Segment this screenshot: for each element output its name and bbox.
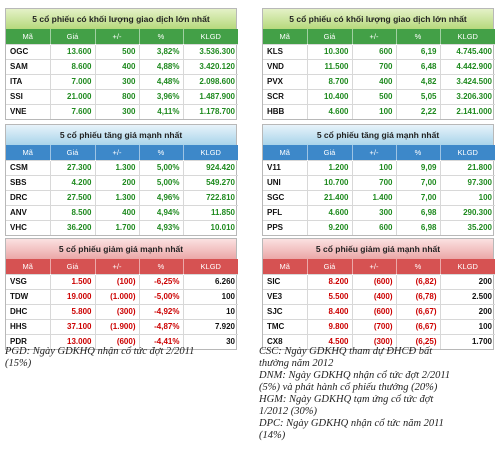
column-header: KLGD — [183, 145, 238, 160]
table-cell: 400 — [352, 74, 396, 89]
stock-symbol: SIC — [263, 274, 307, 289]
note-line: 1/2012 (30%) — [259, 406, 318, 417]
table-cell: (600) — [352, 304, 396, 319]
stock-symbol: PDR — [6, 334, 50, 349]
table-cell: 4.500 — [307, 334, 352, 349]
stock-symbol: ITA — [6, 74, 50, 89]
table-cell: 21.800 — [440, 160, 495, 175]
column-header: +/- — [95, 145, 139, 160]
stock-table — [6, 259, 238, 349]
table-cell: 300 — [95, 104, 139, 119]
table-cell: 3,96% — [139, 89, 183, 104]
table-cell: 500 — [352, 89, 396, 104]
table-row — [6, 175, 238, 190]
column-header: KLGD — [183, 259, 238, 274]
table-cell: 4,88% — [139, 59, 183, 74]
table-cell: 2.500 — [440, 289, 495, 304]
table-cell: (6,82) — [396, 274, 440, 289]
note-line: HGM: Ngày GDKHQ tạm ứng cổ tức đợt — [259, 394, 434, 405]
table-cell: 600 — [352, 44, 396, 59]
table-cell: 4,11% — [139, 104, 183, 119]
table-cell: 9,09 — [396, 160, 440, 175]
table-cell: 100 — [183, 289, 238, 304]
table-cell: 5,05 — [396, 89, 440, 104]
table-row — [6, 104, 238, 119]
table-cell: 100 — [440, 319, 495, 334]
table-cell: 549.270 — [183, 175, 238, 190]
table-cell: (600) — [95, 334, 139, 349]
stock-table — [263, 145, 495, 235]
table-cell: 10.300 — [307, 44, 352, 59]
table-row — [263, 89, 495, 104]
table-cell: (400) — [352, 289, 396, 304]
table-cell: 30 — [183, 334, 238, 349]
note-line: DNM: Ngày GDKHQ nhận cổ tức đợt 2/2011 — [259, 370, 451, 381]
table-cell: 11.500 — [307, 59, 352, 74]
table-cell: 2.098.600 — [183, 74, 238, 89]
table-cell: -6,25% — [139, 274, 183, 289]
table-row — [263, 104, 495, 119]
table-cell: (1.900) — [95, 319, 139, 334]
table-cell: 4,94% — [139, 205, 183, 220]
table-cell: 4,82 — [396, 74, 440, 89]
stock-symbol: PVX — [263, 74, 307, 89]
table-cell: 8.600 — [50, 59, 95, 74]
table-cell: 10.400 — [307, 89, 352, 104]
table-cell: 6,19 — [396, 44, 440, 59]
table-row — [6, 160, 238, 175]
table-row — [263, 289, 495, 304]
table-cell: (100) — [95, 274, 139, 289]
column-header: Giá — [307, 29, 352, 44]
table-cell: 5.500 — [307, 289, 352, 304]
table-cell: 4.600 — [307, 205, 352, 220]
table-cell: 400 — [95, 205, 139, 220]
stock-symbol: SCR — [263, 89, 307, 104]
stock-panel — [5, 124, 237, 236]
table-cell: 3.424.500 — [440, 74, 495, 89]
table-row — [263, 205, 495, 220]
stock-symbol: HHS — [6, 319, 50, 334]
stock-table — [263, 259, 495, 349]
table-cell: 9.800 — [307, 319, 352, 334]
table-cell: (600) — [352, 274, 396, 289]
stock-symbol: SSI — [6, 89, 50, 104]
table-cell: 3,82% — [139, 44, 183, 59]
table-cell: 6,98 — [396, 220, 440, 235]
table-cell: 27.300 — [50, 160, 95, 175]
note-line: (5%) và phát hành cổ phiếu thưởng (20%) — [259, 382, 438, 393]
table-row — [263, 175, 495, 190]
note-line: PGD: Ngày GDKHQ nhận cổ tức đợt 2/2011 — [5, 346, 195, 357]
table-row — [6, 304, 238, 319]
table-cell: 10.010 — [183, 220, 238, 235]
note-right — [259, 346, 499, 442]
column-header: % — [139, 29, 183, 44]
column-header: KLGD — [440, 145, 495, 160]
table-cell: -5,00% — [139, 289, 183, 304]
table-cell: 4.745.400 — [440, 44, 495, 59]
column-header: % — [139, 145, 183, 160]
table-row — [6, 74, 238, 89]
column-header: Mã — [6, 29, 50, 44]
table-cell: 19.000 — [50, 289, 95, 304]
table-cell: 300 — [95, 74, 139, 89]
table-row — [6, 89, 238, 104]
column-header: Giá — [307, 259, 352, 274]
table-cell: 3.206.300 — [440, 89, 495, 104]
table-cell: 10 — [183, 304, 238, 319]
panel-title: 5 cổ phiếu tăng giá mạnh nhất — [263, 125, 493, 145]
table-cell: 37.100 — [50, 319, 95, 334]
table-cell: 1.700 — [95, 220, 139, 235]
table-cell: 21.000 — [50, 89, 95, 104]
stock-panel — [262, 124, 494, 236]
column-header: Giá — [50, 259, 95, 274]
table-cell: 100 — [352, 160, 396, 175]
stock-table — [6, 145, 238, 235]
table-cell: (6,67) — [396, 304, 440, 319]
stock-panel — [262, 8, 494, 120]
column-header: +/- — [95, 29, 139, 44]
table-cell: 8.500 — [50, 205, 95, 220]
table-cell: 200 — [440, 274, 495, 289]
stock-symbol: VNE — [6, 104, 50, 119]
table-cell: 500 — [95, 44, 139, 59]
table-cell: 97.300 — [440, 175, 495, 190]
stock-symbol: DRC — [6, 190, 50, 205]
table-cell: 7.000 — [50, 74, 95, 89]
stock-symbol: VSG — [6, 274, 50, 289]
column-header: KLGD — [440, 29, 495, 44]
column-header: KLGD — [440, 259, 495, 274]
table-cell: -4,92% — [139, 304, 183, 319]
column-header: Mã — [6, 145, 50, 160]
note-line: thường năm 2012 — [259, 358, 334, 369]
table-cell: 4.600 — [307, 104, 352, 119]
column-header: Mã — [6, 259, 50, 274]
table-cell: 1.300 — [95, 160, 139, 175]
stock-symbol: ANV — [6, 205, 50, 220]
table-cell: -4,41% — [139, 334, 183, 349]
table-cell: (700) — [352, 319, 396, 334]
table-cell: 5,00% — [139, 175, 183, 190]
column-header: % — [396, 145, 440, 160]
table-cell: 9.200 — [307, 220, 352, 235]
table-cell: 800 — [95, 89, 139, 104]
column-header: Giá — [50, 29, 95, 44]
table-row — [6, 319, 238, 334]
table-cell: (6,78) — [396, 289, 440, 304]
stock-symbol: VND — [263, 59, 307, 74]
table-cell: 200 — [440, 304, 495, 319]
table-cell: 1.300 — [95, 190, 139, 205]
table-cell: 35.200 — [440, 220, 495, 235]
table-row — [6, 59, 238, 74]
table-cell: 1.500 — [50, 274, 95, 289]
table-row — [6, 205, 238, 220]
table-cell: 4,96% — [139, 190, 183, 205]
stock-symbol: SBS — [6, 175, 50, 190]
column-header: Mã — [263, 259, 307, 274]
table-row — [263, 220, 495, 235]
table-cell: (1.000) — [95, 289, 139, 304]
table-cell: 8.200 — [307, 274, 352, 289]
table-row — [6, 190, 238, 205]
table-cell: 7.920 — [183, 319, 238, 334]
stock-symbol: OGC — [6, 44, 50, 59]
table-cell: 4,48% — [139, 74, 183, 89]
table-cell: 4.200 — [50, 175, 95, 190]
column-header: +/- — [352, 29, 396, 44]
note-line: DPC: Ngày GDKHQ nhận cổ tức năm 2011 — [259, 418, 444, 429]
panel-title: 5 cổ phiếu tăng giá mạnh nhất — [6, 125, 236, 145]
stock-symbol: PFL — [263, 205, 307, 220]
column-header: % — [139, 259, 183, 274]
stock-symbol: TMC — [263, 319, 307, 334]
stock-symbol: SAM — [6, 59, 50, 74]
stock-table — [6, 29, 238, 119]
panel-title: 5 cổ phiếu giảm giá mạnh nhất — [263, 239, 493, 259]
stock-symbol: CSM — [6, 160, 50, 175]
table-cell: 600 — [352, 220, 396, 235]
table-cell: 8.400 — [307, 304, 352, 319]
table-row — [263, 160, 495, 175]
column-header: +/- — [352, 145, 396, 160]
table-cell: 1.400 — [352, 190, 396, 205]
table-row — [6, 289, 238, 304]
table-cell: 6,98 — [396, 205, 440, 220]
note-line: (15%) — [5, 358, 32, 369]
column-header: Mã — [263, 145, 307, 160]
column-header: Giá — [307, 145, 352, 160]
table-cell: 700 — [352, 175, 396, 190]
table-cell: 36.200 — [50, 220, 95, 235]
table-row — [6, 44, 238, 59]
column-header: +/- — [95, 259, 139, 274]
stock-symbol: CX8 — [263, 334, 307, 349]
stock-symbol: DHC — [6, 304, 50, 319]
table-cell: 5,00% — [139, 160, 183, 175]
panel-title: 5 cổ phiếu giảm giá mạnh nhất — [6, 239, 236, 259]
table-cell: (300) — [95, 304, 139, 319]
table-cell: (6,25) — [396, 334, 440, 349]
table-cell: 3.536.300 — [183, 44, 238, 59]
note-line: CSC: Ngày GDKHQ tham dự ĐHCĐ bất — [259, 346, 433, 357]
stock-symbol: HBB — [263, 104, 307, 119]
table-cell: 7,00 — [396, 190, 440, 205]
table-cell: 5.800 — [50, 304, 95, 319]
stock-panel — [5, 8, 237, 120]
note-line: (14%) — [259, 430, 286, 441]
table-cell: 2.141.000 — [440, 104, 495, 119]
table-cell: 21.400 — [307, 190, 352, 205]
table-cell: 722.810 — [183, 190, 238, 205]
table-cell: 6.260 — [183, 274, 238, 289]
stock-panel — [262, 238, 494, 350]
table-cell: 6,48 — [396, 59, 440, 74]
table-cell: 2,22 — [396, 104, 440, 119]
table-cell: 4.442.900 — [440, 59, 495, 74]
table-row — [263, 304, 495, 319]
stock-symbol: V11 — [263, 160, 307, 175]
table-cell: 13.000 — [50, 334, 95, 349]
table-cell: (300) — [352, 334, 396, 349]
stock-symbol: VHC — [6, 220, 50, 235]
table-cell: 3.420.120 — [183, 59, 238, 74]
table-cell: 100 — [440, 190, 495, 205]
panel-title: 5 cổ phiếu có khối lượng giao dịch lớn nhất — [263, 9, 493, 29]
table-cell: (6,67) — [396, 319, 440, 334]
table-cell: 1.178.700 — [183, 104, 238, 119]
stock-symbol: SGC — [263, 190, 307, 205]
table-cell: 1.487.900 — [183, 89, 238, 104]
table-cell: 300 — [352, 205, 396, 220]
table-cell: 1.700 — [440, 334, 495, 349]
column-header: % — [396, 259, 440, 274]
column-header: KLGD — [183, 29, 238, 44]
table-cell: 4,93% — [139, 220, 183, 235]
stock-symbol: KLS — [263, 44, 307, 59]
table-cell: 924.420 — [183, 160, 238, 175]
column-header: Mã — [263, 29, 307, 44]
table-cell: 27.500 — [50, 190, 95, 205]
table-row — [263, 59, 495, 74]
note-left — [5, 346, 240, 370]
table-cell: 7.600 — [50, 104, 95, 119]
column-header: +/- — [352, 259, 396, 274]
stock-symbol: VE3 — [263, 289, 307, 304]
table-cell: 13.600 — [50, 44, 95, 59]
table-cell: 100 — [352, 104, 396, 119]
table-row — [263, 44, 495, 59]
stock-symbol: PPS — [263, 220, 307, 235]
stock-symbol: UNI — [263, 175, 307, 190]
table-cell: 8.700 — [307, 74, 352, 89]
stock-panel — [5, 238, 237, 350]
table-cell: 1.200 — [307, 160, 352, 175]
table-cell: 10.700 — [307, 175, 352, 190]
table-cell: 11.850 — [183, 205, 238, 220]
column-header: Giá — [50, 145, 95, 160]
stock-symbol: TDW — [6, 289, 50, 304]
table-cell: 290.300 — [440, 205, 495, 220]
panel-title: 5 cổ phiếu có khối lượng giao dịch lớn nhất — [6, 9, 236, 29]
table-cell: -4,87% — [139, 319, 183, 334]
stock-table — [263, 29, 495, 119]
table-row — [263, 319, 495, 334]
stock-symbol: SJC — [263, 304, 307, 319]
table-row — [263, 190, 495, 205]
table-cell: 200 — [95, 175, 139, 190]
table-cell: 7,00 — [396, 175, 440, 190]
table-row — [6, 220, 238, 235]
column-header: % — [396, 29, 440, 44]
table-row — [6, 274, 238, 289]
table-row — [263, 274, 495, 289]
table-cell: 400 — [95, 59, 139, 74]
table-cell: 700 — [352, 59, 396, 74]
table-row — [263, 74, 495, 89]
